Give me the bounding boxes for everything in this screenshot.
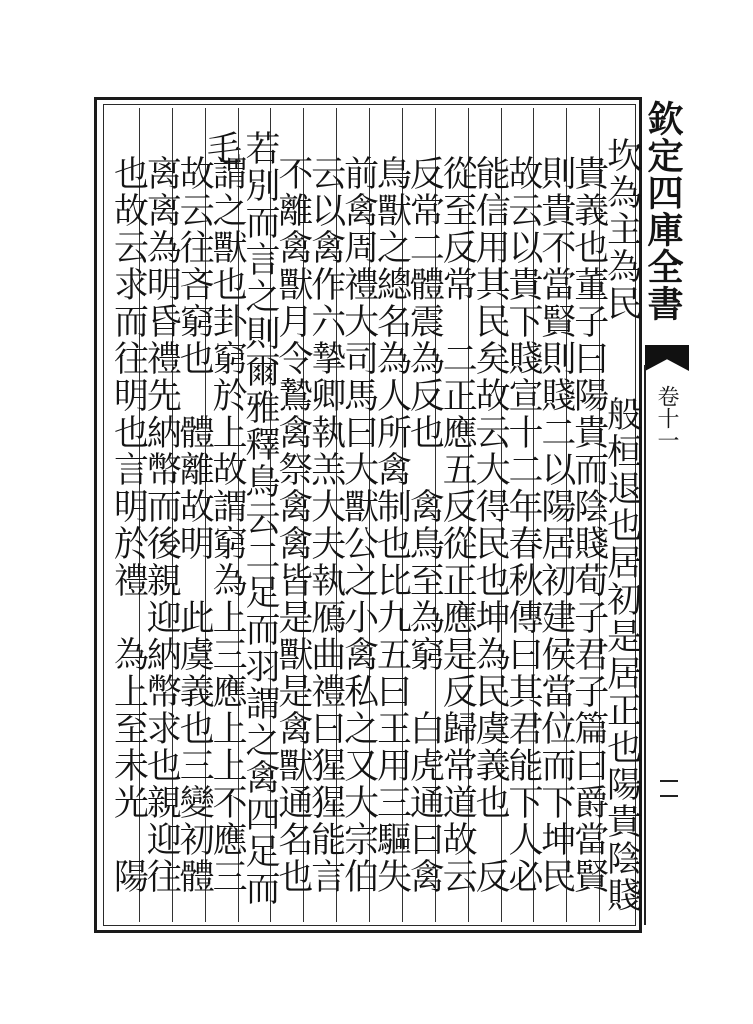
margin-tick	[660, 780, 678, 782]
text-column: 貴義也董子曰陽貴而陰賤荀子君子篇曰爵當賢	[568, 155, 609, 895]
text-column: 不離禽獸月令鷙禽祭禽禽皆是獸是禽獸通名也	[272, 155, 313, 895]
text-column: 故云往吝窮也 體離故明 此虞義也三變初體	[174, 155, 215, 895]
margin-rule	[644, 365, 646, 925]
text-column: 謂之獸也卦窮於上故謂窮為上三應上上不應三	[207, 155, 248, 895]
fish-tail-ornament	[645, 345, 689, 371]
text-column: 离离為明昏禮先納幣而後親迎納幣求也親迎往	[141, 155, 182, 895]
book-title: 欽定四庫全書	[642, 100, 684, 322]
text-column: 鳥獸之總名為人所禽制也比九五曰王用三驅失	[371, 155, 412, 895]
text-column: 則貴不當賢則賤二以陽居初建侯當位而下坤民	[535, 155, 576, 895]
text-column: 若別而言之則爾雅釋鳥云二足而羽謂之禽四足而毛	[201, 130, 280, 907]
text-column: 反常二體震為反也 禽鳥至為窮 白虎通曰禽	[404, 155, 445, 895]
margin-tick	[660, 795, 678, 797]
volume-label: 卷十一	[654, 385, 679, 451]
text-column: 也故云求而往明也言明於禮 為上至未光 陽	[108, 155, 149, 895]
text-column: 坎為主為民 般桓退也居初是居正也陽貴陰賤	[601, 136, 642, 914]
text-column: 前禽周禮大司馬曰大獸公之小禽私之又大宗伯	[338, 155, 379, 895]
text-column: 從至反常 二正應五反從正應是反歸常道故云	[437, 155, 478, 895]
text-column: 故云以貴下賤宣十二年春秋傳曰其君能下人必	[502, 155, 543, 895]
text-column: 云以禽作六摯卿執羔大夫執鴈曲禮曰猩猩能言	[305, 155, 346, 895]
text-column: 能信用其民矣故云大得民也坤為民虞義也 反	[470, 155, 511, 895]
